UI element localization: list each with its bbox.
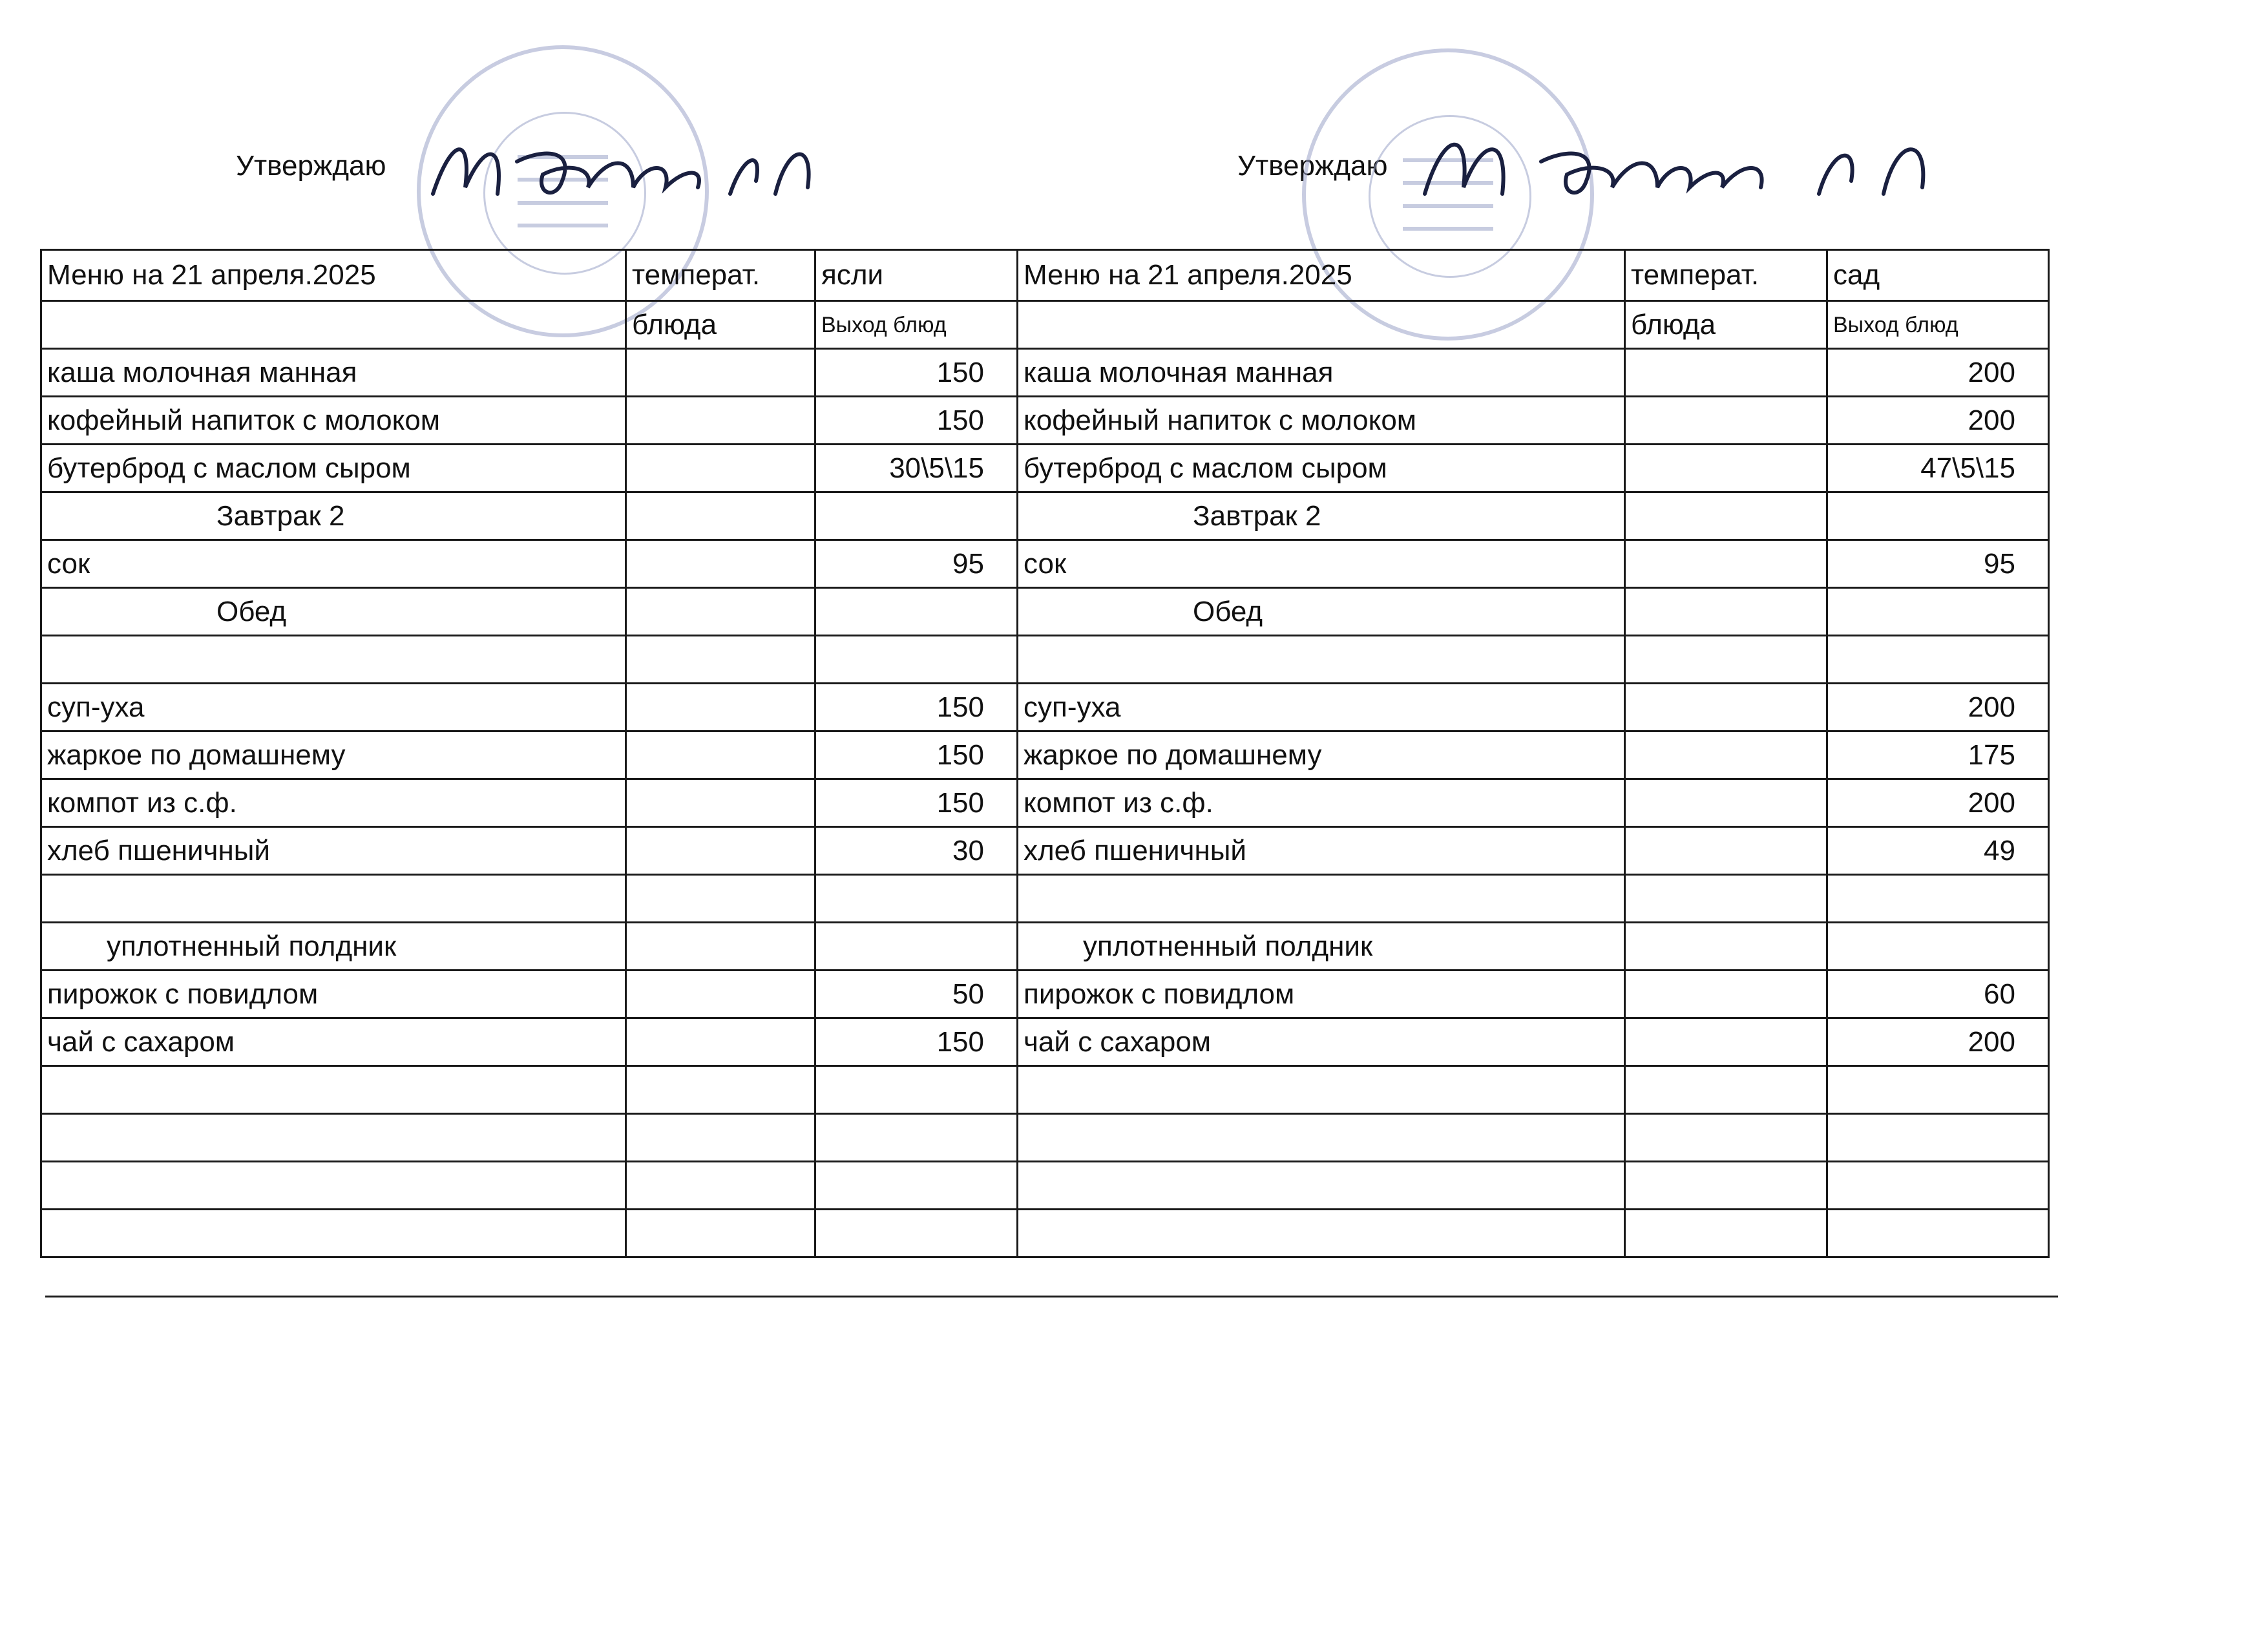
right-portion-cell — [1827, 1066, 2049, 1114]
left-portion-cell: 50 — [815, 971, 1018, 1018]
left-portion-cell: 150 — [815, 779, 1018, 827]
left-temperature-cell — [626, 540, 815, 588]
right-temperature-cell — [1625, 445, 1827, 492]
right-portion-cell: 95 — [1827, 540, 2049, 588]
table-row — [41, 1114, 2049, 1162]
left-portion-cell: 150 — [815, 349, 1018, 397]
left-dish-cell: чай с сахаром — [41, 1018, 626, 1066]
left-temperature-cell — [626, 1210, 815, 1257]
right-temperature-cell — [1625, 1018, 1827, 1066]
menu-table — [40, 249, 2050, 1258]
left-temperature-cell — [626, 349, 815, 397]
right-dish-cell: хлеб пшеничный — [1018, 827, 1625, 875]
left-portion-cell: 150 — [815, 397, 1018, 445]
right-temperature-cell — [1625, 875, 1827, 923]
approval-label-right: Утверждаю — [1237, 150, 1388, 182]
left-temperature-cell — [626, 684, 815, 731]
left-dish-cell — [41, 301, 626, 349]
left-portion-cell — [815, 1114, 1018, 1162]
left-temperature-cell — [626, 492, 815, 540]
table-row — [41, 971, 2049, 1018]
right-portion-cell: 200 — [1827, 1018, 2049, 1066]
table-row — [41, 397, 2049, 445]
left-dish-cell — [41, 636, 626, 684]
table-row — [41, 779, 2049, 827]
left-dish-cell: компот из с.ф. — [41, 779, 626, 827]
right-temperature-cell — [1625, 1066, 1827, 1114]
table-row — [41, 445, 2049, 492]
left-temperature-cell — [626, 588, 815, 636]
right-dish-cell — [1018, 301, 1625, 349]
right-temperature-cell — [1625, 684, 1827, 731]
left-temperature-cell — [626, 731, 815, 779]
table-row — [41, 492, 2049, 540]
right-dish-cell — [1018, 1114, 1625, 1162]
left-temperature-cell — [626, 971, 815, 1018]
right-dish-cell: компот из с.ф. — [1018, 779, 1625, 827]
right-portion-cell — [1827, 1210, 2049, 1257]
table-row — [41, 1066, 2049, 1114]
table-row — [41, 636, 2049, 684]
left-temperature-cell — [626, 827, 815, 875]
left-portion-cell: 150 — [815, 684, 1018, 731]
right-dish-cell: сок — [1018, 540, 1625, 588]
left-temperature-cell — [626, 875, 815, 923]
left-dish-cell: Меню на 21 апреля.2025 — [41, 250, 626, 301]
left-dish-cell: суп-уха — [41, 684, 626, 731]
left-section-label: Завтрак 2 — [41, 492, 626, 540]
right-temperature-cell — [1625, 1162, 1827, 1210]
table-bottom-line — [45, 1296, 2058, 1297]
left-portion-cell: 150 — [815, 1018, 1018, 1066]
right-section-label: Обед — [1018, 588, 1625, 636]
left-dish-cell — [41, 1066, 626, 1114]
right-temperature-cell — [1625, 1114, 1827, 1162]
left-portion-cell: 30\5\15 — [815, 445, 1018, 492]
table-row — [41, 588, 2049, 636]
left-temperature-cell: температ. — [626, 250, 815, 301]
right-temperature-cell: блюда — [1625, 301, 1827, 349]
left-temperature-cell — [626, 1018, 815, 1066]
table-row — [41, 1162, 2049, 1210]
table-row — [41, 875, 2049, 923]
left-portion-cell — [815, 492, 1018, 540]
left-portion-cell — [815, 1210, 1018, 1257]
left-temperature-cell — [626, 1066, 815, 1114]
left-portion-cell — [815, 1162, 1018, 1210]
left-dish-cell: хлеб пшеничный — [41, 827, 626, 875]
right-section-label: уплотненный полдник — [1018, 923, 1625, 971]
left-temperature-cell — [626, 923, 815, 971]
right-portion-cell: 49 — [1827, 827, 2049, 875]
left-dish-cell: пирожок с повидлом — [41, 971, 626, 1018]
right-temperature-cell — [1625, 636, 1827, 684]
right-dish-cell: жаркое по домашнему — [1018, 731, 1625, 779]
left-portion-cell: 30 — [815, 827, 1018, 875]
left-temperature-cell — [626, 445, 815, 492]
right-dish-cell: суп-уха — [1018, 684, 1625, 731]
right-dish-cell: бутерброд с маслом сыром — [1018, 445, 1625, 492]
left-portion-cell — [815, 875, 1018, 923]
left-portion-cell — [815, 923, 1018, 971]
right-temperature-cell — [1625, 349, 1827, 397]
left-dish-cell: бутерброд с маслом сыром — [41, 445, 626, 492]
right-portion-cell: 47\5\15 — [1827, 445, 2049, 492]
right-dish-cell — [1018, 1162, 1625, 1210]
right-portion-cell: 200 — [1827, 349, 2049, 397]
right-temperature-cell — [1625, 827, 1827, 875]
right-portion-cell: 200 — [1827, 397, 2049, 445]
right-temperature-cell: температ. — [1625, 250, 1827, 301]
left-portion-cell — [815, 1066, 1018, 1114]
right-portion-cell: сад — [1827, 250, 2049, 301]
table-row — [41, 731, 2049, 779]
table-row — [41, 349, 2049, 397]
left-portion-cell — [815, 588, 1018, 636]
left-dish-cell — [41, 1210, 626, 1257]
left-dish-cell: каша молочная манная — [41, 349, 626, 397]
approval-label-left: Утверждаю — [236, 150, 386, 182]
right-temperature-cell — [1625, 540, 1827, 588]
right-dish-cell: кофейный напиток с молоком — [1018, 397, 1625, 445]
left-temperature-cell: блюда — [626, 301, 815, 349]
signature-left — [426, 123, 840, 220]
right-dish-cell — [1018, 1066, 1625, 1114]
right-dish-cell — [1018, 875, 1625, 923]
right-temperature-cell — [1625, 492, 1827, 540]
left-portion-cell: ясли — [815, 250, 1018, 301]
right-portion-cell — [1827, 588, 2049, 636]
right-dish-cell: Меню на 21 апреля.2025 — [1018, 250, 1625, 301]
right-dish-cell: пирожок с повидлом — [1018, 971, 1625, 1018]
table-row — [41, 684, 2049, 731]
table-header-row — [41, 250, 2049, 301]
right-portion-cell: Выход блюд — [1827, 301, 2049, 349]
right-dish-cell — [1018, 636, 1625, 684]
table-row — [41, 827, 2049, 875]
table-row — [41, 1018, 2049, 1066]
right-temperature-cell — [1625, 923, 1827, 971]
right-temperature-cell — [1625, 397, 1827, 445]
left-temperature-cell — [626, 397, 815, 445]
left-temperature-cell — [626, 1162, 815, 1210]
signature-right — [1418, 116, 1961, 220]
left-section-label: уплотненный полдник — [41, 923, 626, 971]
right-portion-cell — [1827, 492, 2049, 540]
right-portion-cell: 200 — [1827, 779, 2049, 827]
left-dish-cell — [41, 875, 626, 923]
left-dish-cell: кофейный напиток с молоком — [41, 397, 626, 445]
right-portion-cell: 60 — [1827, 971, 2049, 1018]
left-temperature-cell — [626, 779, 815, 827]
left-portion-cell: Выход блюд — [815, 301, 1018, 349]
right-temperature-cell — [1625, 731, 1827, 779]
right-portion-cell — [1827, 1114, 2049, 1162]
right-temperature-cell — [1625, 971, 1827, 1018]
right-dish-cell — [1018, 1210, 1625, 1257]
right-portion-cell — [1827, 636, 2049, 684]
right-portion-cell — [1827, 875, 2049, 923]
right-portion-cell — [1827, 923, 2049, 971]
right-temperature-cell — [1625, 588, 1827, 636]
left-dish-cell: жаркое по домашнему — [41, 731, 626, 779]
table-subheader-row — [41, 301, 2049, 349]
left-portion-cell — [815, 636, 1018, 684]
table-row — [41, 1210, 2049, 1257]
right-portion-cell — [1827, 1162, 2049, 1210]
left-dish-cell: сок — [41, 540, 626, 588]
left-portion-cell: 95 — [815, 540, 1018, 588]
left-dish-cell — [41, 1114, 626, 1162]
right-temperature-cell — [1625, 1210, 1827, 1257]
table-row — [41, 923, 2049, 971]
right-dish-cell: каша молочная манная — [1018, 349, 1625, 397]
left-dish-cell — [41, 1162, 626, 1210]
left-temperature-cell — [626, 1114, 815, 1162]
left-portion-cell: 150 — [815, 731, 1018, 779]
right-portion-cell: 200 — [1827, 684, 2049, 731]
right-temperature-cell — [1625, 779, 1827, 827]
left-temperature-cell — [626, 636, 815, 684]
table-row — [41, 540, 2049, 588]
left-section-label: Обед — [41, 588, 626, 636]
right-dish-cell: чай с сахаром — [1018, 1018, 1625, 1066]
right-section-label: Завтрак 2 — [1018, 492, 1625, 540]
right-portion-cell: 175 — [1827, 731, 2049, 779]
